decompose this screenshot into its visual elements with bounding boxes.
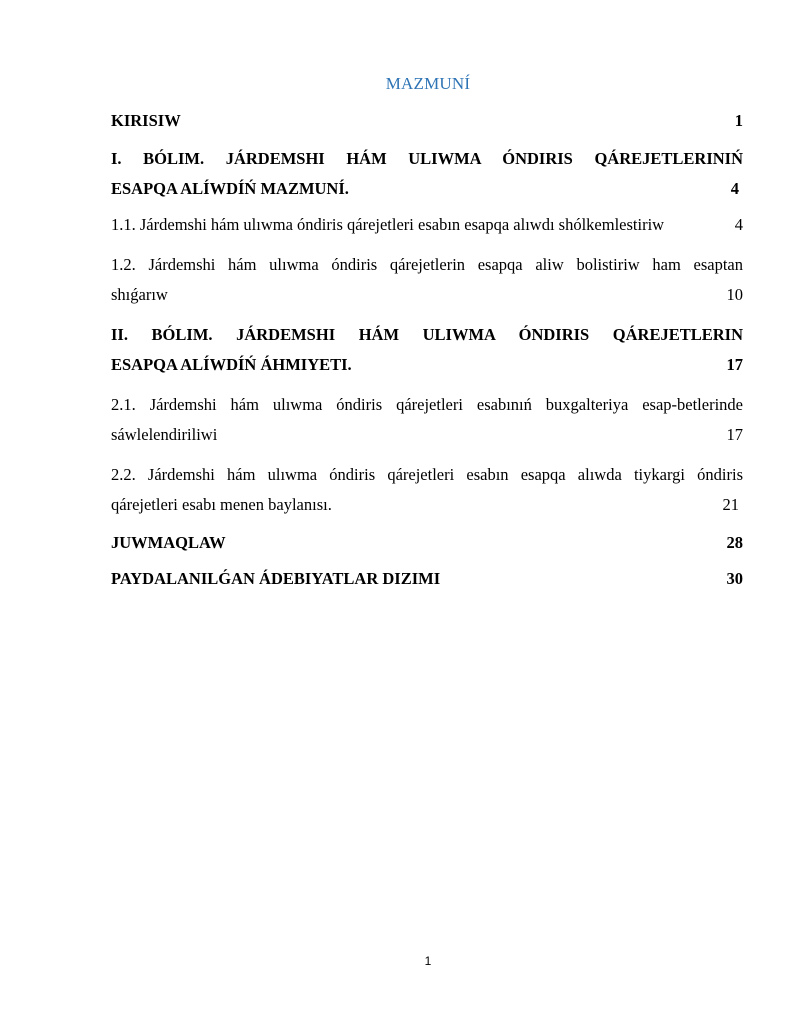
toc-page-number: 30 [726, 569, 743, 588]
toc-entry-1-2[interactable] [111, 250, 743, 310]
toc-label-line-1: 2.1. Járdemshi hám ulıwma óndiris qárejetleri esabınıń buxgalteriya esap-betlerinde [111, 395, 743, 414]
toc-entry-bolim-1[interactable] [111, 144, 743, 204]
toc-label: PAYDALANILǴAN ÁDEBIYATLAR DIZIMI [111, 569, 441, 588]
toc-entry-paydalanilgan[interactable] [111, 564, 743, 594]
toc-label-line-2: ESAPQA ALÍWDÍŃ ÁHMIYETI. [111, 355, 352, 374]
toc-entry-bolim-2[interactable] [111, 320, 743, 380]
toc-page-number: 4 [734, 215, 743, 234]
toc-label-line-2: qárejetleri esabı menen baylanısı. [111, 495, 332, 514]
toc-entry-2-2[interactable] [111, 460, 743, 520]
toc-entry-2-1[interactable] [111, 390, 743, 450]
toc-label: JUWMAQLAW [111, 533, 226, 552]
toc-page-number: 17 [726, 425, 743, 444]
page-number-footer: 1 [424, 954, 432, 968]
toc-label-line-1: 1.2. Járdemshi hám ulıwma óndiris qárejetlerin esapqa aliw bolistiriw ham esaptan [111, 255, 743, 274]
toc-entry-kirisiw[interactable] [111, 106, 743, 136]
toc-entry-1-1[interactable] [111, 210, 743, 240]
toc-label-line-2: shıǵarıw [111, 285, 168, 304]
toc-page-number: 1 [734, 111, 743, 130]
toc-label-line-2: ESAPQA ALÍWDÍŃ MAZMUNÍ. [111, 179, 349, 198]
toc-label-line-1: 2.2. Járdemshi hám ulıwma óndiris qárejetleri esabın esapqa alıwda tiykargi óndiris [111, 465, 743, 484]
toc-page-number: 21 [722, 495, 739, 514]
toc-page-number: 10 [726, 285, 743, 304]
toc-page-number: 28 [726, 533, 743, 552]
document-title: MAZMUNÍ [385, 74, 471, 93]
toc-page-number: 4 [730, 179, 739, 198]
toc-entry-juwmaqlaw[interactable] [111, 528, 743, 558]
toc-label: 1.1. Járdemshi hám ulıwma óndiris qárejetleri esabın esapqa alıwdı shólkemlestiriw [111, 215, 665, 234]
toc-label-line-2: sáwlelendiriliwi [111, 425, 218, 444]
toc-label-line-1: I. BÓLIM. JÁRDEMSHI HÁM ULIWMA ÓNDIRIS QÁREJETLERINIŃ [111, 149, 743, 168]
toc-page-number: 17 [726, 355, 743, 374]
toc-label: KIRISIW [111, 111, 181, 130]
toc-label-line-1: II. BÓLIM. JÁRDEMSHI HÁM ULIWMA ÓNDIRIS QÁREJETLERIN [111, 325, 743, 344]
